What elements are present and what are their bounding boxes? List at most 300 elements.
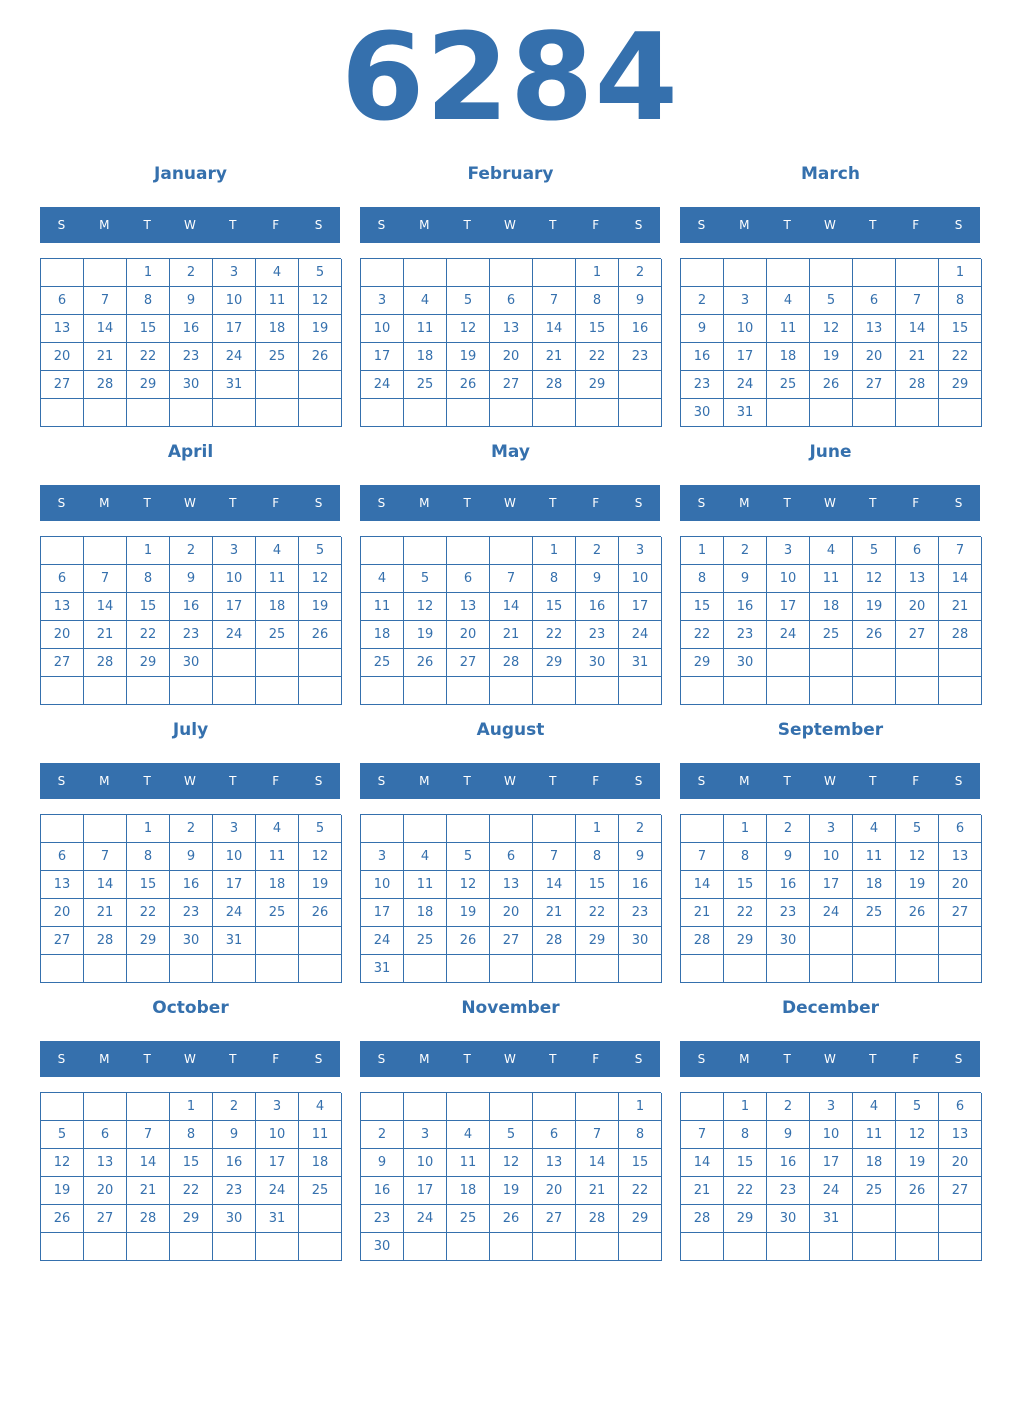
weekday-label: S bbox=[954, 774, 963, 788]
day-cell: 17 bbox=[810, 871, 853, 899]
empty-cell bbox=[127, 955, 170, 983]
day-cell: 14 bbox=[939, 565, 982, 593]
day-cell: 13 bbox=[490, 315, 533, 343]
empty-cell bbox=[299, 955, 342, 983]
day-cell: 2 bbox=[170, 537, 213, 565]
day-cell: 28 bbox=[681, 927, 724, 955]
empty-cell bbox=[361, 1093, 404, 1121]
empty-cell bbox=[896, 649, 939, 677]
empty-cell bbox=[533, 955, 576, 983]
day-cell: 13 bbox=[939, 1121, 982, 1149]
empty-cell bbox=[447, 677, 490, 705]
day-cell: 19 bbox=[447, 899, 490, 927]
day-cell: 2 bbox=[767, 1093, 810, 1121]
month-september bbox=[680, 708, 981, 986]
day-cell: 10 bbox=[361, 315, 404, 343]
day-cell: 30 bbox=[619, 927, 662, 955]
weekday-header bbox=[680, 1041, 980, 1077]
day-cell: 24 bbox=[256, 1177, 299, 1205]
weekday-label: F bbox=[592, 218, 600, 232]
day-cell: 24 bbox=[810, 1177, 853, 1205]
empty-cell bbox=[170, 1233, 213, 1261]
day-cell: 16 bbox=[619, 871, 662, 899]
weekday-label: S bbox=[57, 218, 66, 232]
day-cell: 5 bbox=[447, 287, 490, 315]
day-cell: 30 bbox=[170, 927, 213, 955]
day-cell: 11 bbox=[767, 315, 810, 343]
weekday-label: T bbox=[229, 218, 237, 232]
day-cell: 25 bbox=[447, 1205, 490, 1233]
month-name: June bbox=[809, 442, 852, 462]
weekday-label: T bbox=[869, 774, 877, 788]
day-cell: 19 bbox=[299, 315, 342, 343]
empty-cell bbox=[853, 677, 896, 705]
day-cell: 20 bbox=[939, 1149, 982, 1177]
day-cell: 4 bbox=[404, 287, 447, 315]
day-cell: 18 bbox=[853, 871, 896, 899]
empty-cell bbox=[404, 259, 447, 287]
day-cell: 26 bbox=[299, 899, 342, 927]
month-june bbox=[680, 430, 981, 708]
day-cell: 12 bbox=[896, 843, 939, 871]
weekday-label: W bbox=[824, 218, 836, 232]
day-cell: 3 bbox=[810, 1093, 853, 1121]
day-cell: 7 bbox=[576, 1121, 619, 1149]
day-cell: 19 bbox=[447, 343, 490, 371]
day-cell: 7 bbox=[84, 843, 127, 871]
day-cell: 27 bbox=[533, 1205, 576, 1233]
day-cell: 4 bbox=[256, 815, 299, 843]
month-name: December bbox=[781, 998, 880, 1018]
day-cell: 6 bbox=[896, 537, 939, 565]
day-cell: 28 bbox=[127, 1205, 170, 1233]
day-cell: 1 bbox=[576, 815, 619, 843]
weekday-header bbox=[40, 1041, 340, 1077]
day-grid bbox=[40, 1092, 341, 1261]
empty-cell bbox=[533, 677, 576, 705]
day-cell: 5 bbox=[447, 843, 490, 871]
empty-cell bbox=[84, 955, 127, 983]
day-cell: 2 bbox=[361, 1121, 404, 1149]
month-july bbox=[40, 708, 341, 986]
day-cell: 23 bbox=[213, 1177, 256, 1205]
day-cell: 5 bbox=[810, 287, 853, 315]
day-cell: 11 bbox=[404, 871, 447, 899]
empty-cell bbox=[41, 1233, 84, 1261]
day-cell: 6 bbox=[447, 565, 490, 593]
day-cell: 5 bbox=[853, 537, 896, 565]
empty-cell bbox=[127, 677, 170, 705]
day-cell: 15 bbox=[533, 593, 576, 621]
day-cell: 7 bbox=[533, 843, 576, 871]
day-cell: 14 bbox=[896, 315, 939, 343]
empty-cell bbox=[256, 399, 299, 427]
day-cell: 21 bbox=[84, 343, 127, 371]
empty-cell bbox=[853, 399, 896, 427]
day-cell: 23 bbox=[681, 371, 724, 399]
day-cell: 23 bbox=[619, 343, 662, 371]
weekday-label: F bbox=[592, 774, 600, 788]
weekday-label: W bbox=[184, 218, 196, 232]
day-cell: 13 bbox=[533, 1149, 576, 1177]
day-cell: 18 bbox=[256, 593, 299, 621]
weekday-label: S bbox=[697, 218, 706, 232]
weekday-label: M bbox=[99, 218, 110, 232]
weekday-label: S bbox=[634, 774, 643, 788]
day-cell: 12 bbox=[299, 287, 342, 315]
empty-cell bbox=[576, 399, 619, 427]
empty-cell bbox=[361, 259, 404, 287]
day-cell: 15 bbox=[127, 871, 170, 899]
day-cell: 15 bbox=[127, 593, 170, 621]
empty-cell bbox=[767, 1233, 810, 1261]
day-cell: 8 bbox=[576, 843, 619, 871]
empty-cell bbox=[533, 1233, 576, 1261]
day-cell: 18 bbox=[447, 1177, 490, 1205]
day-cell: 23 bbox=[767, 1177, 810, 1205]
day-cell: 13 bbox=[490, 871, 533, 899]
empty-cell bbox=[767, 677, 810, 705]
weekday-label: T bbox=[869, 218, 877, 232]
day-cell: 6 bbox=[84, 1121, 127, 1149]
weekday-label: F bbox=[272, 1052, 280, 1066]
day-cell: 26 bbox=[896, 1177, 939, 1205]
day-cell: 31 bbox=[619, 649, 662, 677]
month-name: February bbox=[467, 164, 554, 184]
empty-cell bbox=[299, 649, 342, 677]
empty-cell bbox=[681, 955, 724, 983]
day-cell: 24 bbox=[619, 621, 662, 649]
empty-cell bbox=[299, 371, 342, 399]
day-cell: 10 bbox=[404, 1149, 447, 1177]
day-cell: 16 bbox=[213, 1149, 256, 1177]
month-name: March bbox=[801, 164, 860, 184]
day-cell: 20 bbox=[939, 871, 982, 899]
day-cell: 16 bbox=[619, 315, 662, 343]
weekday-label: W bbox=[184, 496, 196, 510]
day-cell: 28 bbox=[84, 927, 127, 955]
day-cell: 11 bbox=[404, 315, 447, 343]
weekday-label: T bbox=[143, 218, 151, 232]
weekday-label: F bbox=[592, 1052, 600, 1066]
day-cell: 2 bbox=[724, 537, 767, 565]
day-cell: 26 bbox=[896, 899, 939, 927]
empty-cell bbox=[490, 537, 533, 565]
day-cell: 25 bbox=[256, 899, 299, 927]
year-title: 6284 bbox=[341, 9, 679, 148]
empty-cell bbox=[533, 815, 576, 843]
day-cell: 22 bbox=[127, 899, 170, 927]
day-cell: 12 bbox=[896, 1121, 939, 1149]
day-cell: 27 bbox=[896, 621, 939, 649]
empty-cell bbox=[939, 955, 982, 983]
day-cell: 11 bbox=[256, 287, 299, 315]
weekday-header bbox=[680, 763, 980, 799]
day-cell: 25 bbox=[853, 1177, 896, 1205]
day-cell: 4 bbox=[853, 1093, 896, 1121]
day-cell: 31 bbox=[213, 927, 256, 955]
day-cell: 29 bbox=[681, 649, 724, 677]
weekday-label: S bbox=[954, 496, 963, 510]
months-grid bbox=[40, 152, 981, 1264]
day-cell: 13 bbox=[41, 315, 84, 343]
day-cell: 9 bbox=[724, 565, 767, 593]
day-cell: 18 bbox=[853, 1149, 896, 1177]
day-cell: 25 bbox=[256, 343, 299, 371]
empty-cell bbox=[404, 815, 447, 843]
empty-cell bbox=[810, 677, 853, 705]
weekday-header bbox=[360, 485, 660, 521]
day-cell: 23 bbox=[576, 621, 619, 649]
day-cell: 12 bbox=[41, 1149, 84, 1177]
day-cell: 9 bbox=[767, 843, 810, 871]
day-cell: 2 bbox=[170, 259, 213, 287]
day-cell: 14 bbox=[681, 871, 724, 899]
day-cell: 9 bbox=[681, 315, 724, 343]
weekday-label: S bbox=[377, 774, 386, 788]
day-cell: 16 bbox=[724, 593, 767, 621]
empty-cell bbox=[767, 259, 810, 287]
weekday-label: W bbox=[824, 1052, 836, 1066]
day-cell: 12 bbox=[490, 1149, 533, 1177]
empty-cell bbox=[490, 677, 533, 705]
day-cell: 1 bbox=[724, 1093, 767, 1121]
day-cell: 24 bbox=[361, 927, 404, 955]
day-cell: 14 bbox=[490, 593, 533, 621]
day-cell: 3 bbox=[724, 287, 767, 315]
day-cell: 21 bbox=[127, 1177, 170, 1205]
month-january bbox=[40, 152, 341, 430]
day-cell: 19 bbox=[41, 1177, 84, 1205]
day-cell: 30 bbox=[170, 649, 213, 677]
day-cell: 21 bbox=[490, 621, 533, 649]
empty-cell bbox=[170, 955, 213, 983]
empty-cell bbox=[490, 1093, 533, 1121]
weekday-label: S bbox=[57, 496, 66, 510]
day-cell: 28 bbox=[939, 621, 982, 649]
empty-cell bbox=[299, 1205, 342, 1233]
day-cell: 27 bbox=[939, 899, 982, 927]
day-cell: 10 bbox=[361, 871, 404, 899]
day-cell: 27 bbox=[41, 927, 84, 955]
day-cell: 13 bbox=[447, 593, 490, 621]
day-cell: 26 bbox=[853, 621, 896, 649]
day-cell: 3 bbox=[810, 815, 853, 843]
empty-cell bbox=[767, 649, 810, 677]
day-cell: 17 bbox=[361, 899, 404, 927]
day-cell: 14 bbox=[576, 1149, 619, 1177]
empty-cell bbox=[681, 1233, 724, 1261]
empty-cell bbox=[810, 259, 853, 287]
day-cell: 31 bbox=[810, 1205, 853, 1233]
empty-cell bbox=[256, 371, 299, 399]
month-name: September bbox=[777, 720, 884, 740]
month-november bbox=[360, 986, 661, 1264]
weekday-header bbox=[360, 207, 660, 243]
day-cell: 23 bbox=[619, 899, 662, 927]
day-cell: 16 bbox=[361, 1177, 404, 1205]
day-cell: 11 bbox=[361, 593, 404, 621]
weekday-label: T bbox=[143, 774, 151, 788]
empty-cell bbox=[361, 677, 404, 705]
day-cell: 4 bbox=[767, 287, 810, 315]
empty-cell bbox=[939, 399, 982, 427]
day-cell: 30 bbox=[213, 1205, 256, 1233]
weekday-label: S bbox=[697, 1052, 706, 1066]
empty-cell bbox=[896, 399, 939, 427]
day-cell: 25 bbox=[361, 649, 404, 677]
weekday-label: M bbox=[739, 218, 750, 232]
day-cell: 4 bbox=[447, 1121, 490, 1149]
day-cell: 8 bbox=[127, 565, 170, 593]
day-cell: 2 bbox=[576, 537, 619, 565]
empty-cell bbox=[84, 399, 127, 427]
empty-cell bbox=[361, 399, 404, 427]
month-name: January bbox=[154, 164, 227, 184]
weekday-label: M bbox=[99, 774, 110, 788]
day-cell: 28 bbox=[490, 649, 533, 677]
day-cell: 21 bbox=[681, 899, 724, 927]
day-cell: 10 bbox=[256, 1121, 299, 1149]
day-cell: 6 bbox=[41, 843, 84, 871]
empty-cell bbox=[447, 399, 490, 427]
weekday-header bbox=[40, 485, 340, 521]
day-cell: 1 bbox=[939, 259, 982, 287]
day-cell: 27 bbox=[41, 649, 84, 677]
day-cell: 19 bbox=[404, 621, 447, 649]
empty-cell bbox=[810, 399, 853, 427]
day-cell: 13 bbox=[41, 593, 84, 621]
weekday-label: S bbox=[314, 496, 323, 510]
empty-cell bbox=[939, 649, 982, 677]
weekday-label: M bbox=[739, 1052, 750, 1066]
day-cell: 6 bbox=[490, 287, 533, 315]
empty-cell bbox=[299, 677, 342, 705]
empty-cell bbox=[576, 1093, 619, 1121]
day-cell: 24 bbox=[767, 621, 810, 649]
empty-cell bbox=[767, 955, 810, 983]
month-name: August bbox=[476, 720, 545, 740]
day-cell: 26 bbox=[299, 343, 342, 371]
day-cell: 17 bbox=[767, 593, 810, 621]
weekday-label: T bbox=[229, 774, 237, 788]
day-cell: 31 bbox=[724, 399, 767, 427]
day-cell: 11 bbox=[256, 843, 299, 871]
day-cell: 17 bbox=[361, 343, 404, 371]
day-cell: 5 bbox=[896, 815, 939, 843]
weekday-label: W bbox=[184, 774, 196, 788]
day-cell: 9 bbox=[619, 287, 662, 315]
day-cell: 20 bbox=[490, 899, 533, 927]
empty-cell bbox=[853, 1205, 896, 1233]
day-cell: 18 bbox=[767, 343, 810, 371]
weekday-label: T bbox=[229, 1052, 237, 1066]
day-cell: 16 bbox=[170, 871, 213, 899]
weekday-label: T bbox=[783, 774, 791, 788]
empty-cell bbox=[256, 677, 299, 705]
weekday-label: T bbox=[783, 1052, 791, 1066]
month-october bbox=[40, 986, 341, 1264]
day-cell: 9 bbox=[619, 843, 662, 871]
day-cell: 6 bbox=[533, 1121, 576, 1149]
day-cell: 22 bbox=[619, 1177, 662, 1205]
empty-cell bbox=[404, 677, 447, 705]
empty-cell bbox=[810, 649, 853, 677]
month-name: April bbox=[167, 442, 214, 462]
weekday-header bbox=[40, 207, 340, 243]
empty-cell bbox=[299, 927, 342, 955]
day-cell: 11 bbox=[299, 1121, 342, 1149]
day-cell: 15 bbox=[619, 1149, 662, 1177]
day-cell: 4 bbox=[299, 1093, 342, 1121]
day-cell: 16 bbox=[170, 593, 213, 621]
month-name: May bbox=[491, 442, 530, 462]
weekday-label: M bbox=[739, 774, 750, 788]
day-cell: 29 bbox=[724, 1205, 767, 1233]
day-cell: 19 bbox=[896, 1149, 939, 1177]
empty-cell bbox=[810, 927, 853, 955]
weekday-label: T bbox=[549, 1052, 557, 1066]
day-cell: 18 bbox=[810, 593, 853, 621]
day-cell: 22 bbox=[576, 343, 619, 371]
day-cell: 5 bbox=[404, 565, 447, 593]
day-cell: 1 bbox=[619, 1093, 662, 1121]
day-cell: 28 bbox=[533, 927, 576, 955]
day-cell: 29 bbox=[127, 371, 170, 399]
empty-cell bbox=[447, 815, 490, 843]
weekday-label: M bbox=[419, 218, 430, 232]
empty-cell bbox=[404, 399, 447, 427]
day-cell: 7 bbox=[84, 287, 127, 315]
empty-cell bbox=[127, 399, 170, 427]
empty-cell bbox=[256, 1233, 299, 1261]
day-cell: 15 bbox=[127, 315, 170, 343]
day-cell: 23 bbox=[767, 899, 810, 927]
empty-cell bbox=[84, 815, 127, 843]
weekday-label: W bbox=[184, 1052, 196, 1066]
day-cell: 8 bbox=[724, 843, 767, 871]
empty-cell bbox=[939, 677, 982, 705]
empty-cell bbox=[619, 371, 662, 399]
day-grid bbox=[680, 536, 981, 705]
weekday-label: S bbox=[377, 496, 386, 510]
day-cell: 8 bbox=[619, 1121, 662, 1149]
day-cell: 29 bbox=[127, 649, 170, 677]
day-cell: 27 bbox=[84, 1205, 127, 1233]
empty-cell bbox=[681, 1093, 724, 1121]
empty-cell bbox=[84, 1093, 127, 1121]
weekday-label: W bbox=[504, 774, 516, 788]
day-cell: 11 bbox=[853, 843, 896, 871]
day-cell: 1 bbox=[127, 259, 170, 287]
day-cell: 27 bbox=[490, 927, 533, 955]
weekday-label: T bbox=[549, 496, 557, 510]
day-cell: 17 bbox=[213, 315, 256, 343]
day-cell: 12 bbox=[853, 565, 896, 593]
day-cell: 2 bbox=[619, 259, 662, 287]
day-cell: 25 bbox=[299, 1177, 342, 1205]
weekday-header bbox=[680, 207, 980, 243]
day-cell: 6 bbox=[939, 1093, 982, 1121]
month-december bbox=[680, 986, 981, 1264]
empty-cell bbox=[724, 677, 767, 705]
day-cell: 13 bbox=[939, 843, 982, 871]
day-cell: 15 bbox=[576, 315, 619, 343]
day-cell: 20 bbox=[853, 343, 896, 371]
day-cell: 5 bbox=[896, 1093, 939, 1121]
weekday-label: T bbox=[463, 774, 471, 788]
day-grid bbox=[360, 1092, 661, 1261]
